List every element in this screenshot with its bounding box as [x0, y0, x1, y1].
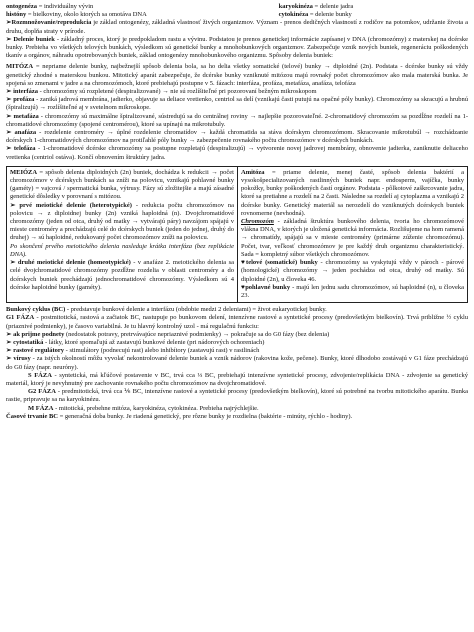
division-label: ➢ prvé meiotické delenie (heterotypické) — [10, 201, 132, 209]
g1-item — [6, 347, 468, 355]
g1-item — [6, 339, 468, 347]
phase-profaza — [6, 96, 468, 112]
division-text: - v anafáze 2. meiotického delenia sa celé dvojchromatidové chromozómy pozdĺžne rozdelia v oblasti centroméry a do dcérskych buniek prechádzajú jednochromatidové chromozómy. Výsledkom sú 4 dcérske haploidné bunky (gaméty). — [10, 259, 234, 291]
bc-duration-paragraph — [6, 413, 468, 421]
cyklus-text: - stimulátory (podnecujú rast) alebo inhibítory (zastavujú rast) v rastlinách — [64, 347, 260, 355]
phase-label: ➢ telofáza — [6, 145, 36, 153]
cyklus-lead: M FÁZA — [28, 404, 54, 412]
definition-term: cytokinéza — [278, 11, 309, 19]
cyklus-text: - postmitotická, rastová a začiatok BC, nastupuje po bunkovom delení, intenzívne rastové a syntetické procesy (predovšetkým bielkovín). Trvá približne ½ cyklu (priaznivé podmienky), je časovo variabilná. Je tu hlavný kontrolný uzol - má regulačnú funkciu: — [6, 314, 469, 330]
g1-paragraph — [6, 314, 468, 330]
cell-type-text: - chromozómy sa vyskytujú vždy v pároch - párové (homologické) chromozómy → jeden pochádza od otca, druhý od matky. Sú diploidné (2n), u človeka 46. — [241, 259, 464, 283]
meioza-interphase-note: Po skončení prvého meiotického delenia nasleduje krátka interfáza (bez replikácie DNA). — [10, 242, 234, 258]
cyklus-lead: ➢ vírusy — [6, 355, 31, 363]
definitions-right — [279, 3, 468, 19]
cyklus-lead: G2 FÁZA — [28, 388, 56, 396]
phase-label: ➢ interfáza — [6, 88, 38, 96]
meioza-column — [7, 167, 237, 302]
somatic-cells — [241, 259, 464, 284]
s-phase-paragraph — [6, 372, 468, 388]
definition-term: históny — [6, 11, 27, 19]
meioza-heading: MEIÓZA — [10, 168, 38, 176]
cyklus-text: = generačná doba bunky. Je riadená genetický, pre rôzne bunky je rozdielna (baktérie - minúty, rýchlo - hodiny). — [58, 412, 353, 420]
cell-type-text: - majú len jednu sadu chromozómov, sú haploidné (n), u človeka 23. — [241, 283, 464, 299]
definition-term: karyokinéza — [278, 3, 313, 10]
division-label: ➢ druhé meiotické delenie (homeotypické) — [10, 259, 131, 267]
phase-telofaza — [6, 145, 468, 161]
chromozom-text: - základná štruktúra bunkového delenia, tvoria ho chromozómové vlákna DNA, v ktorých je uložená genetická informácia. Rozlišujeme na hom ramená → chromatídy, spájajú sa v mieste centroméry (primárne zúženie chromozómu). Počet, tvar, veľkosť chromozómov je pre každý druh organizmu charakteristický. Sada = kompletný súbor všetkých chromozómov. — [241, 218, 464, 258]
intro-reprodukcia — [6, 19, 468, 35]
definition-text: = bielkoviny, okolo ktorých sa omotáva DNA — [26, 11, 147, 19]
two-column-box — [6, 166, 468, 303]
g1-item — [6, 331, 468, 339]
cyklus-lead: G1 FÁZA — [6, 314, 35, 322]
meioza-second-division — [10, 259, 234, 292]
phase-label: ➢ profáza — [6, 96, 35, 104]
cell-type-label: ♥telové (somatické) bunky — [241, 259, 318, 267]
amitoza-heading: Amitóza — [241, 168, 265, 176]
cyklus-lead: Bunkový cyklus (BC) — [6, 306, 66, 314]
cyklus-lead: Časové trvanie BC — [6, 412, 58, 420]
cyklus-text: - syntetická, má kľúčové postavenie v BC, trvá cca ⅓ BC, prebiehajú intenzívne syntetické procesy, zdvojenie/replikácia DNA - zdvojenie sa genetický materiál, ktorý je nevyhnutný pre zachovanie rovnakého počtu chromozómov na dvojchromatidové. — [6, 371, 468, 387]
cyklus-text: (nedostatok potravy, pretrvávajúce nepriaznivé podmienky) → pokračuje sa do G0 fázy (bez delenia) — [64, 330, 330, 338]
definition-item — [279, 3, 468, 11]
intro-delenie — [6, 36, 468, 61]
phase-text: - chromozómy sú rozpletené (despiralizované) → nie sú rozlíšiteľné pri pozorovaní bežným mikroskopom — [37, 88, 317, 96]
chromozom-paragraph — [241, 218, 464, 259]
phase-anafaza — [6, 129, 468, 145]
amitoza-column — [237, 167, 467, 302]
phase-text: - chromozómy sú maximálne špiralizované, sústredujú sa do centrálnej roviny → najlepšie pozorovateľné. 2-chromatidový chromozóm sa pozdĺžne rozdelí na 1-chromatidové chromozómy (spojené centromérou), ktoré sa upínajú na mikrotubuly. — [6, 112, 468, 128]
amitoza-text: = priame delenie, menej časté, spôsob delenia baktérií a vysokošpecializovaných rastlinných buniek napr. endosperm, vajíčka, bunky pokožky, bunky poškodených častí orgánov. Podstata - pôlkotové zaškrcovanie jadra, ktoré sa pretiahne a rozdelí na 2 časti. Následne sa rozdelí aj cytoplazma a vznikajú 2 dcérske bunky. Genetický materiál sa nerozdelí do vzniknutých dcérskych buniek rovnomerne (nevhodná). — [241, 168, 464, 217]
g2-phase-paragraph — [6, 388, 468, 404]
definitions-left — [6, 3, 274, 19]
phase-metafaza — [6, 113, 468, 129]
intro-text: - základný proces, ktorý je predpokladom rastu a vývinu. Podstatou je prenos genetickej informácie zapísanej v DNA (chromozómy) z materskej na dcérske bunky. Prebieha vo všetkých telových bunkách, výsledkom sú genetické bunky a mnohobunkových organizmov. Zabezpečuje vznik nových buniek, regeneráciu poškodených tkanív a orgánov, náhradu opotrebovaných buniek, základ ontogenézy mnohobunkového organizmu. Spôsoby delenia buniek: — [6, 35, 468, 60]
phase-text: - 1-chromatidové dcérske chromozómy sa postupne rozpletajú (despiralizujú) → vytvorenie novej jadrovej membrány, obnovenie jadierka, zaniknutie deliaceho vretienka (centriol ostáva). Končí obnovením štruktúry jadra. — [6, 145, 468, 161]
phase-label: ➢ metafáza — [6, 112, 39, 120]
g1-item — [6, 355, 468, 371]
cyklus-text: - látky, ktoré spomaľujú až zastavujú bunkové delenie (pri nádorových ochoreniach) — [43, 338, 265, 346]
definition-text: = delenie bunky — [308, 11, 352, 19]
cyklus-lead: ➢ ak prijme podnety — [6, 330, 65, 338]
phase-text: - rozdelenie centroméry → úplné rozdelenie chromatídov → každá chromatida sa stáva dcérskym chromozómom. Skracovanie mikrotubúl → rozchádzanie dcérskych 1-chromatidových chromozómov na protiľahlé póly bunky → zabezpečenie rovnakého počtu chromozómov v dcérskych bunkách. — [6, 129, 468, 145]
cyklus-lead: ➢ rastové regulátory — [6, 347, 65, 355]
intro-lead: ➢ Delenie buniek — [6, 35, 55, 43]
cyklus-text: - za istých okolností môžu vyvolať nekontrolované delenie buniek a vznik nádorov (rakovina kože, pečene). Bunky, ktoré dlhodobo zostávajú v G1 fáze prechádzajú do G0 fázy (napr. neuróny). — [6, 355, 468, 371]
division-text: - redukcia počtu chromozómov na polovicu → z diploidnej bunky (2n) vzniká haploidná (n). Dvojchromatidové chromozómy (jeden od otca, druhý od matky → vytvárajú páry) navzájom spájajú v mieste centroméry a prechádzajú celé do dcérskych buniek (jeden do jednej, druhý do druhej) → sú haploidné, redukovaný počet chromozómov zníži na polovicu. — [10, 201, 235, 242]
cyklus-text: - mitotická, prebehne mitóza, karyokinéza, cytokinéza. Prebieha najrýchlejšie. — [53, 404, 259, 412]
mitoza-paragraph — [6, 63, 468, 88]
definition-text: = individuálny vývin — [37, 3, 94, 10]
phase-label: ➢ anafáza — [6, 129, 37, 137]
mitoza-text: = nepriame delenie bunky, najbežnejší spôsob delenia bola, sa ho delia všetky somatické (telové) bunky → diploidné (2n). Podstata - dcérske bunky sú vždy genetický zhodné s materskou bunkou. Mitotický aparát zabezpečuje, že dcérske bunky vzniknuté mitózou majú rovnaký počet chromozómov ako mala materská bunka. Je spojená so zmenami v jadre a na chromozómoch, ktoré prebiehajú postupne v 5. fázach: interfáza, profáza, metafáza, anafáza, telofáza — [6, 63, 468, 87]
definition-item — [6, 11, 274, 19]
meioza-paragraph — [10, 169, 234, 202]
sex-cells — [241, 284, 464, 300]
cell-type-label: ♥pohlavné bunky — [241, 283, 291, 291]
document-page — [6, 3, 468, 421]
definition-item — [279, 11, 468, 19]
definition-term: ontogenéza — [6, 3, 38, 10]
cyklus-text: - predstavuje bunkové delenie a interfázu (obdobie medzi 2 deleniami) = život eukaryotickej bunky. — [65, 306, 327, 314]
phase-text: - zaniká jadrová membrána, jadierko, objavuje sa deliace vretienko, centriol sa delí (vznikajú časti putujú na opačné póly bunky). Chromozómy sa skracujú a hrubnú (špiralizujú) → rozlíšiteľné aj v svetelnom mikroskope. — [6, 96, 468, 112]
cyklus-lead: ➢ cytostatiká — [6, 338, 44, 346]
amitoza-paragraph — [241, 169, 464, 218]
cyklus-text: - predmitotická, trvá cca ⅙ BC, intenzívne rastové a syntetické procesy (predovšetkým bielkovín), ktoré sú potrebné na tvorbu mitotického aparátu. Bunka rastie, pripravuje sa na karyokinézu. — [6, 388, 469, 404]
meioza-first-division — [10, 202, 234, 243]
definition-item — [6, 3, 274, 11]
definition-text: = delenie jadra — [312, 3, 354, 10]
mitoza-heading: MITÓZA — [6, 63, 34, 71]
definitions — [6, 3, 468, 19]
phase-interfaza — [6, 88, 468, 96]
cyklus-lead: S FÁZA — [28, 371, 52, 379]
chromozom-heading: Chromozóm — [241, 218, 274, 226]
m-phase-paragraph — [6, 405, 468, 413]
intro-text: je základ ontogenézy, základná vlastnosť živých organizmov. Význam - prenos dedičných vlastností z rodičov na potomkov, udržanie života a druhu, doplňa straty v prírode. — [6, 19, 468, 35]
intro-lead: ➢Rozmnožovanie/reprodukcia — [6, 19, 92, 27]
meioza-text: = spôsob delenia diploidných (2n) buniek, dochádza k redukcii → počet chromozómov v dcérskych bunkách sa zníži na polovicu, vznikajú pohlavné bunky (gaméty) = vajcová / spermatická bunka, výtrusy. Fázy sú zložitejšie a majú zásadné genetické dôsledky v porovnaní s mitózou. — [10, 168, 234, 201]
